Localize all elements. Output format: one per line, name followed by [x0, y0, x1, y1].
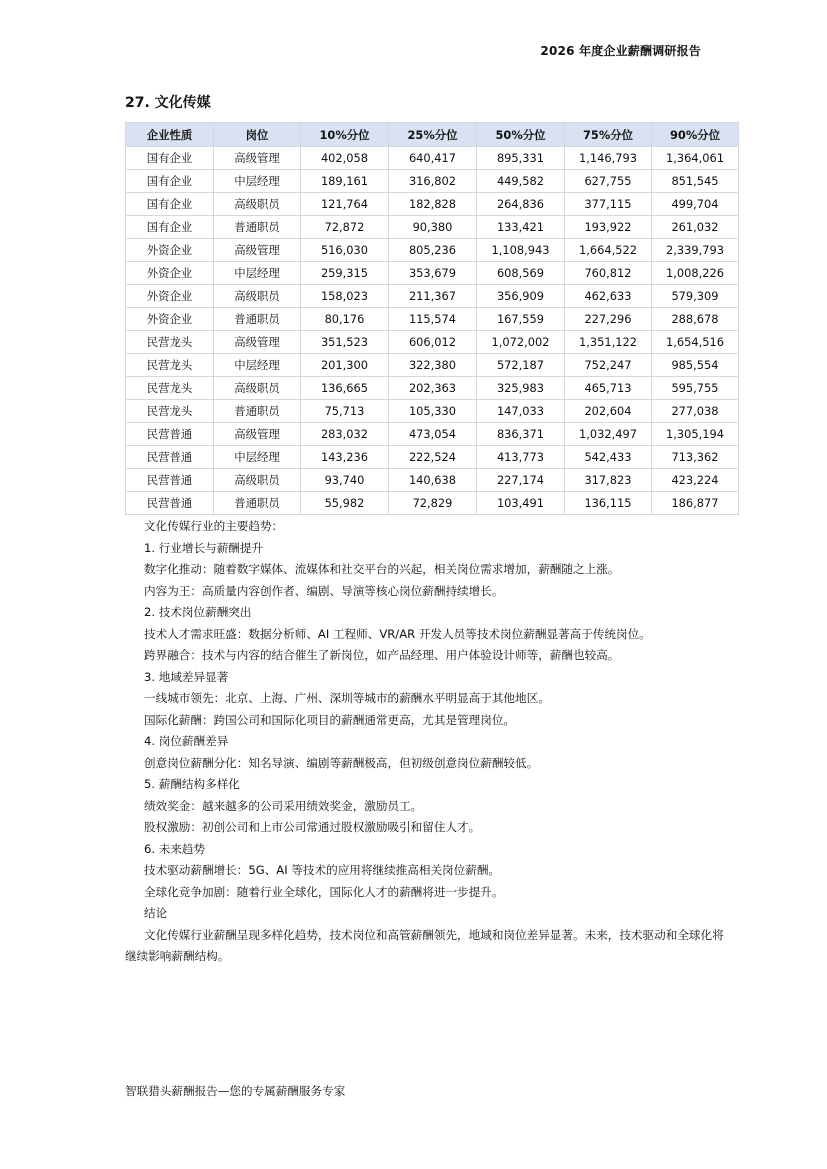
table-cell: 80,176 — [301, 308, 389, 331]
table-cell: 186,877 — [652, 492, 739, 515]
table-row — [126, 193, 739, 216]
table-cell: 普通职员 — [214, 492, 301, 515]
table-cell: 高级管理 — [214, 331, 301, 354]
table-cell: 402,058 — [301, 147, 389, 170]
text-line: 创意岗位薪酬分化：知名导演、编剧等薪酬极高，但初级创意岗位薪酬较低。 — [144, 755, 539, 770]
table-cell: 288,678 — [652, 308, 739, 331]
table-cell: 国有企业 — [126, 216, 214, 239]
table-cell: 851,545 — [652, 170, 739, 193]
table-row — [126, 239, 739, 262]
table-cell: 985,554 — [652, 354, 739, 377]
table-cell: 579,309 — [652, 285, 739, 308]
table-cell: 462,633 — [565, 285, 652, 308]
section-title: 27. 文化传媒 — [125, 95, 211, 111]
table-cell: 高级职员 — [214, 377, 301, 400]
table-cell: 121,764 — [301, 193, 389, 216]
table-cell: 572,187 — [477, 354, 565, 377]
table-cell: 外资企业 — [126, 308, 214, 331]
table-cell: 136,665 — [301, 377, 389, 400]
table-cell: 201,300 — [301, 354, 389, 377]
text-line: 一线城市领先：北京、上海、广州、深圳等城市的薪酬水平明显高于其他地区。 — [144, 691, 550, 705]
table-cell: 中层经理 — [214, 446, 301, 469]
table-cell: 423,224 — [652, 469, 739, 492]
table-cell: 222,524 — [389, 446, 477, 469]
table-cell: 317,823 — [565, 469, 652, 492]
table-cell: 115,574 — [389, 308, 477, 331]
table-cell: 高级管理 — [214, 423, 301, 446]
table-row — [126, 285, 739, 308]
table-cell: 147,033 — [477, 400, 565, 423]
column-header: 企业性质 — [126, 123, 214, 147]
table-cell: 356,909 — [477, 285, 565, 308]
table-cell: 中层经理 — [214, 170, 301, 193]
table-cell: 836,371 — [477, 423, 565, 446]
table-cell: 中层经理 — [214, 262, 301, 285]
table-row — [126, 423, 739, 446]
table-cell: 93,740 — [301, 469, 389, 492]
table-cell: 167,559 — [477, 308, 565, 331]
table-cell: 高级职员 — [214, 285, 301, 308]
table-cell: 283,032 — [301, 423, 389, 446]
column-header: 岗位 — [214, 123, 301, 147]
table-cell: 277,038 — [652, 400, 739, 423]
table-cell: 72,829 — [389, 492, 477, 515]
table-cell: 高级管理 — [214, 239, 301, 262]
text-line: 文化传媒行业的主要趋势： — [144, 519, 284, 533]
table-cell: 202,604 — [565, 400, 652, 423]
table-cell: 普通职员 — [214, 216, 301, 239]
table-cell: 1,305,194 — [652, 423, 739, 446]
table-cell: 1,008,226 — [652, 262, 739, 285]
table-cell: 158,023 — [301, 285, 389, 308]
table-cell: 133,421 — [477, 216, 565, 239]
table-cell: 高级管理 — [214, 147, 301, 170]
table-cell: 465,713 — [565, 377, 652, 400]
table-row — [126, 262, 739, 285]
table-cell: 72,872 — [301, 216, 389, 239]
table-cell: 606,012 — [389, 331, 477, 354]
text-line: 1. 行业增长与薪酬提升 — [144, 540, 264, 555]
table-cell: 136,115 — [565, 492, 652, 515]
table-cell: 90,380 — [389, 216, 477, 239]
table-row — [126, 354, 739, 377]
table-cell: 143,236 — [301, 446, 389, 469]
table-cell: 760,812 — [565, 262, 652, 285]
table-cell: 316,802 — [389, 170, 477, 193]
table-cell: 322,380 — [389, 354, 477, 377]
table-cell: 民营龙头 — [126, 400, 214, 423]
table-cell: 202,363 — [389, 377, 477, 400]
table-cell: 高级职员 — [214, 193, 301, 216]
table-cell: 227,296 — [565, 308, 652, 331]
table-cell: 1,364,061 — [652, 147, 739, 170]
table-cell: 1,072,002 — [477, 331, 565, 354]
table-cell: 国有企业 — [126, 147, 214, 170]
table-cell: 713,362 — [652, 446, 739, 469]
table-cell: 1,032,497 — [565, 423, 652, 446]
table-cell: 外资企业 — [126, 262, 214, 285]
table-row — [126, 446, 739, 469]
table-cell: 752,247 — [565, 354, 652, 377]
table-cell: 1,654,516 — [652, 331, 739, 354]
table-cell: 高级职员 — [214, 469, 301, 492]
table-cell: 民营龙头 — [126, 331, 214, 354]
table-row — [126, 331, 739, 354]
table-cell: 542,433 — [565, 446, 652, 469]
text-line: 股权激励：初创公司和上市公司常通过股权激励吸引和留住人才。 — [144, 820, 481, 834]
table-cell: 805,236 — [389, 239, 477, 262]
trend-text — [125, 516, 725, 968]
conclusion-paragraph: 文化传媒行业薪酬呈现多样化趋势，技术岗位和高管薪酬领先，地域和岗位差异显著。未来，技术驱动和全球化将继续影响薪酬结构。 — [125, 927, 724, 963]
table-cell: 627,755 — [565, 170, 652, 193]
table-cell: 193,922 — [565, 216, 652, 239]
table-row — [126, 147, 739, 170]
table-cell: 2,339,793 — [652, 239, 739, 262]
table-row — [126, 216, 739, 239]
column-header: 75%分位 — [565, 123, 652, 147]
table-row — [126, 377, 739, 400]
table-cell: 55,982 — [301, 492, 389, 515]
table-row — [126, 492, 739, 515]
table-cell: 189,161 — [301, 170, 389, 193]
table-cell: 377,115 — [565, 193, 652, 216]
table-row — [126, 469, 739, 492]
report-header: 2026 年度企业薪酬调研报告 — [540, 44, 701, 58]
table-cell: 75,713 — [301, 400, 389, 423]
table-row — [126, 170, 739, 193]
table-cell: 国有企业 — [126, 170, 214, 193]
table-row — [126, 308, 739, 331]
table-cell: 103,491 — [477, 492, 565, 515]
text-line: 6. 未来趋势 — [144, 841, 206, 856]
table-cell: 608,569 — [477, 262, 565, 285]
table-cell: 640,417 — [389, 147, 477, 170]
table-cell: 259,315 — [301, 262, 389, 285]
text-line: 4. 岗位薪酬差异 — [144, 734, 229, 748]
table-cell: 普通职员 — [214, 400, 301, 423]
table-cell: 普通职员 — [214, 308, 301, 331]
table-cell: 261,032 — [652, 216, 739, 239]
table-row — [126, 400, 739, 423]
table-cell: 中层经理 — [214, 354, 301, 377]
table-cell: 353,679 — [389, 262, 477, 285]
column-header: 25%分位 — [389, 123, 477, 147]
text-line: 全球化竞争加剧：随着行业全球化，国际化人才的薪酬将进一步提升。 — [144, 884, 504, 899]
text-line: 跨界融合：技术与内容的结合催生了新岗位，如产品经理、用户体验设计师等，薪酬也较高。 — [144, 648, 620, 662]
table-cell: 外资企业 — [126, 285, 214, 308]
text-line: 3. 地域差异显著 — [144, 669, 229, 684]
column-header: 50%分位 — [477, 123, 565, 147]
table-cell: 1,664,522 — [565, 239, 652, 262]
table-cell: 516,030 — [301, 239, 389, 262]
text-line: 内容为王：高质量内容创作者、编剧、导演等核心岗位薪酬持续增长。 — [144, 583, 504, 598]
text-line: 5. 薪酬结构多样化 — [144, 777, 240, 791]
table-cell: 182,828 — [389, 193, 477, 216]
table-cell: 民营龙头 — [126, 377, 214, 400]
column-header: 10%分位 — [301, 123, 389, 147]
table-body — [126, 147, 739, 515]
table-cell: 105,330 — [389, 400, 477, 423]
table-cell: 595,755 — [652, 377, 739, 400]
table-cell: 211,367 — [389, 285, 477, 308]
text-line: 技术驱动薪酬增长：5G、AI 等技术的应用将继续推高相关岗位薪酬。 — [144, 863, 501, 877]
footer: 智联猎头薪酬报告—您的专属薪酬服务专家 — [125, 1084, 346, 1098]
table-cell: 499,704 — [652, 193, 739, 216]
text-line: 2. 技术岗位薪酬突出 — [144, 605, 252, 619]
table-cell: 1,146,793 — [565, 147, 652, 170]
table-cell: 264,836 — [477, 193, 565, 216]
table-cell: 1,351,122 — [565, 331, 652, 354]
table-cell: 140,638 — [389, 469, 477, 492]
table-cell: 1,108,943 — [477, 239, 565, 262]
text-line: 结论 — [144, 906, 168, 920]
table-cell: 351,523 — [301, 331, 389, 354]
salary-table — [125, 122, 739, 515]
table-cell: 民营普通 — [126, 446, 214, 469]
table-cell: 民营普通 — [126, 492, 214, 515]
column-header: 90%分位 — [652, 123, 739, 147]
text-line: 技术人才需求旺盛：数据分析师、AI 工程师、VR/AR 开发人员等技术岗位薪酬显著高于传统岗位。 — [144, 626, 651, 641]
table-cell: 895,331 — [477, 147, 565, 170]
table-cell: 473,054 — [389, 423, 477, 446]
text-line: 绩效奖金：越来越多的公司采用绩效奖金，激励员工。 — [144, 798, 423, 813]
table-cell: 325,983 — [477, 377, 565, 400]
table-cell: 民营龙头 — [126, 354, 214, 377]
table-header-row — [126, 123, 739, 147]
table-cell: 413,773 — [477, 446, 565, 469]
table-cell: 227,174 — [477, 469, 565, 492]
text-line: 国际化薪酬：跨国公司和国际化项目的薪酬通常更高，尤其是管理岗位。 — [144, 712, 516, 727]
table-cell: 449,582 — [477, 170, 565, 193]
table-cell: 外资企业 — [126, 239, 214, 262]
text-line: 数字化推动：随着数字媒体、流媒体和社交平台的兴起，相关岗位需求增加，薪酬随之上涨。 — [144, 562, 620, 576]
table-header — [126, 123, 739, 147]
table-cell: 民营普通 — [126, 423, 214, 446]
table-cell: 国有企业 — [126, 193, 214, 216]
table-cell: 民营普通 — [126, 469, 214, 492]
